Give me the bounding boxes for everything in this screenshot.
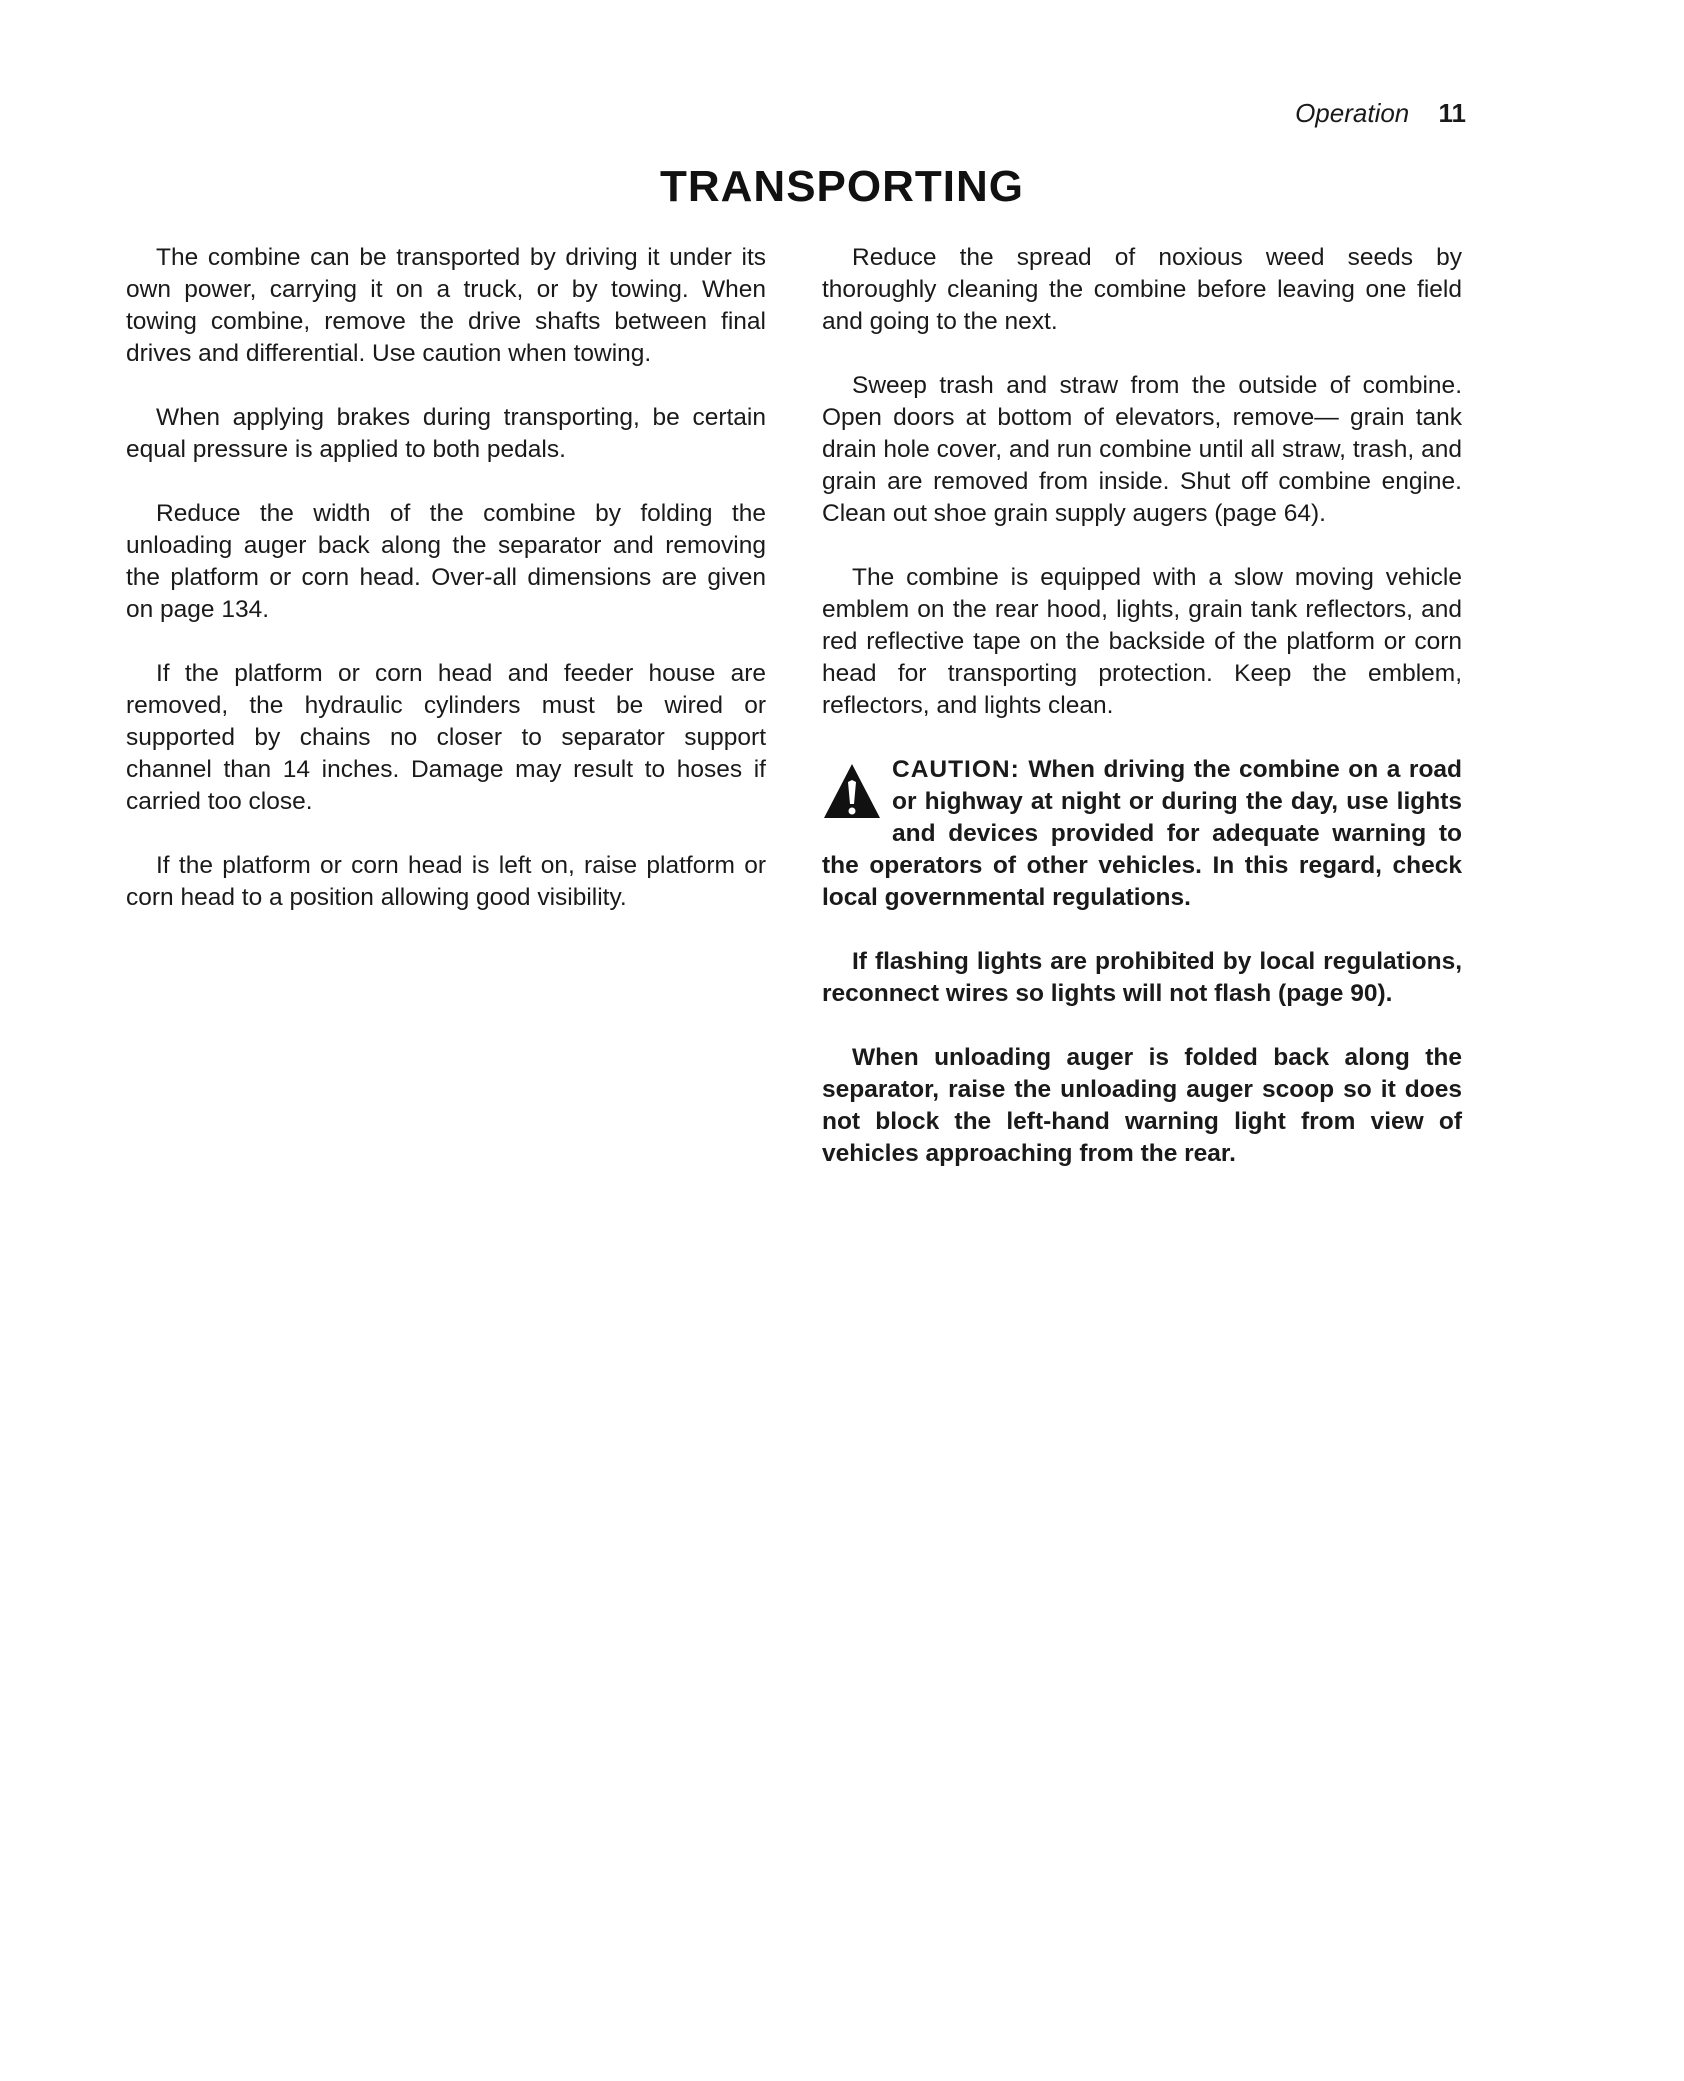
page-title: TRANSPORTING: [660, 162, 1024, 211]
paragraph-hydraulic-cylinders: If the platform or corn head and feeder house are removed, the hydraulic cylinders must be wired or supported by chains no closer to separator support channel than 14 inches. Damage may result to hoses if carried too close.: [126, 660, 766, 815]
caution-text: When driving the combine on a road or highway at night or during the day, use lights and devices provided for adequate warning to the operators of other vehicles. In this regard, check local governmental regulations.: [822, 756, 1462, 911]
paragraph-reduce-width: Reduce the width of the combine by folding the unloading auger back along the separator and removing the platform or corn head. Over-all dimensions are given on page 134.: [126, 500, 766, 623]
warning-triangle-icon: [822, 762, 882, 820]
left-column: [126, 242, 766, 946]
paragraph-flashing-lights: If flashing lights are prohibited by local regulations, reconnect wires so lights will not flash (page 90).: [822, 948, 1462, 1007]
paragraph-sweep-trash: Sweep trash and straw from the outside of combine. Open doors at bottom of elevators, remove— grain tank drain hole cover, and run combine until all straw, trash, and grain are removed from inside. Shut off combine engine. Clean out shoe grain supply augers (page 64).: [822, 372, 1462, 527]
paragraph-auger-scoop: When unloading auger is folded back along the separator, raise the unloading auger scoop so it does not block the left-hand warning light from view of vehicles approaching from the rear.: [822, 1044, 1462, 1167]
paragraph-transport-methods: The combine can be transported by driving it under its own power, carrying it on a truck, or by towing. When towing combine, remove the drive shafts between final drives and differential. Use caution when towing.: [126, 244, 766, 367]
paragraph-sms-emblem: The combine is equipped with a slow moving vehicle emblem on the rear hood, lights, grain tank reflectors, and red reflective tape on the backside of the platform or corn head for transporting protection. Keep the emblem, reflectors, and lights clean.: [822, 564, 1462, 719]
paragraph-brakes: When applying brakes during transporting, be certain equal pressure is applied to both pedals.: [126, 404, 766, 463]
paragraph-weed-seeds: Reduce the spread of noxious weed seeds by thoroughly cleaning the combine before leaving one field and going to the next.: [822, 244, 1462, 335]
right-column: [822, 242, 1462, 1202]
caution-notice: [822, 754, 1462, 914]
running-header: [1295, 98, 1466, 128]
caution-heading: CAUTION:: [892, 756, 1020, 783]
section-name: Operation: [1295, 98, 1410, 128]
page-number: 11: [1438, 98, 1466, 128]
paragraph-visibility: If the platform or corn head is left on, raise platform or corn head to a position allowing good visibility.: [126, 852, 766, 911]
